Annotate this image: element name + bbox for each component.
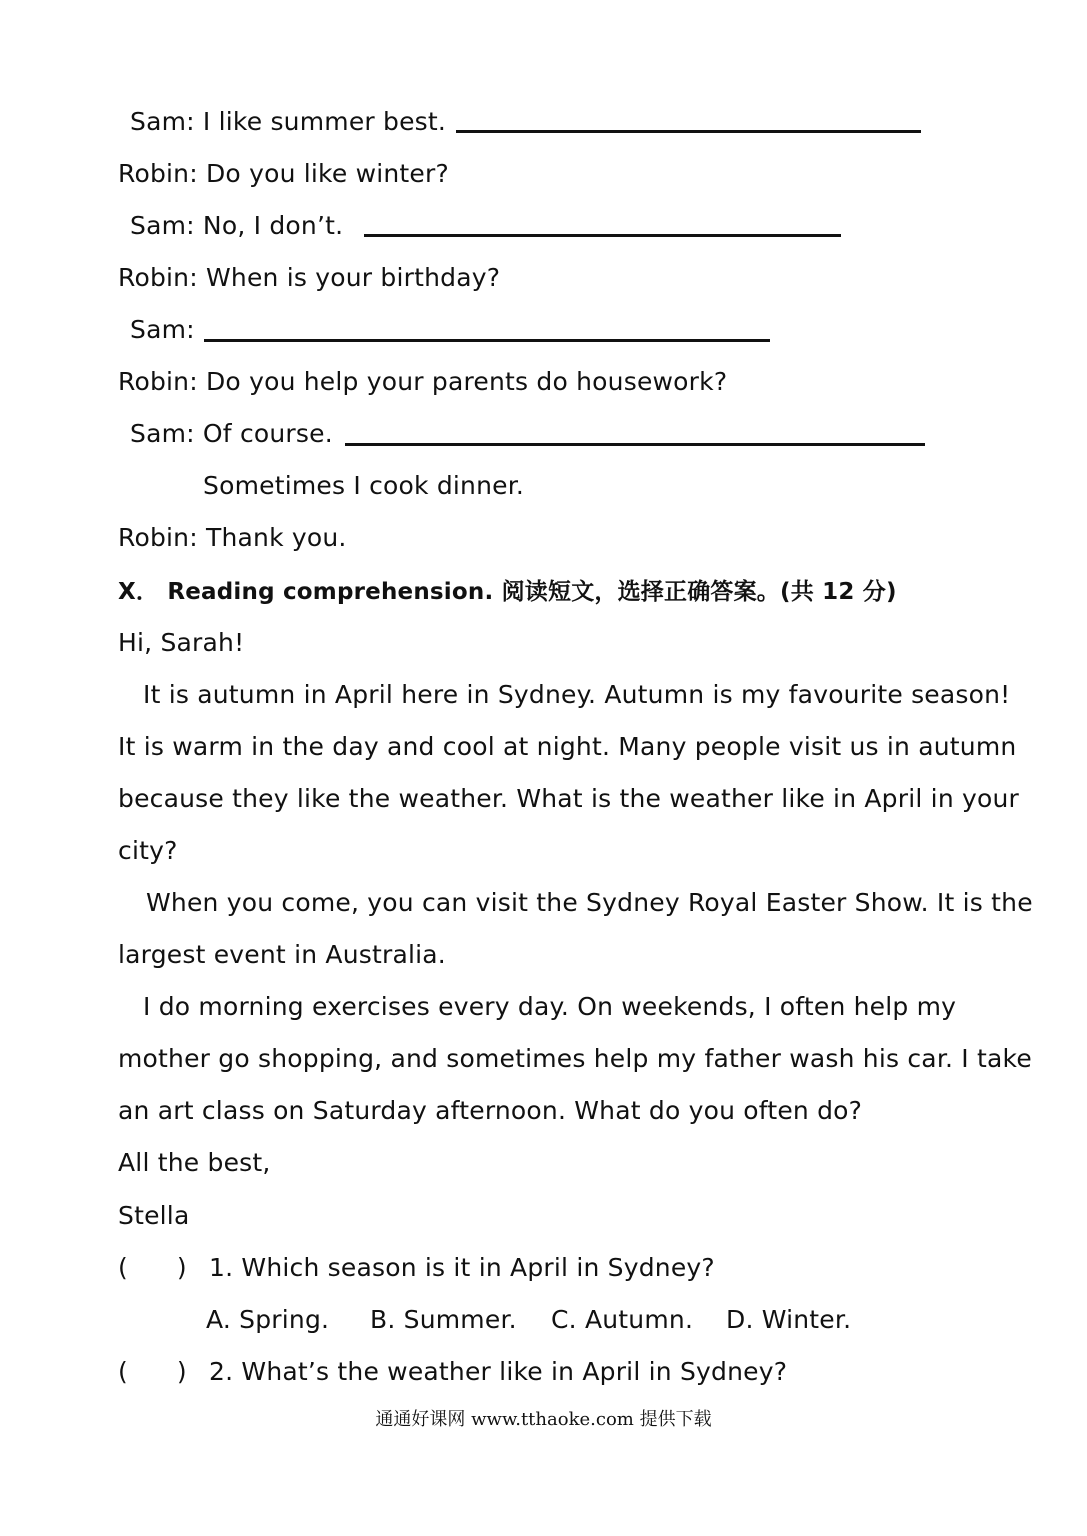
letter-line: largest event in Australia. xyxy=(118,940,446,969)
letter-line: When you come, you can visit the Sydney Royal Easter Show. It is the xyxy=(146,888,1033,917)
letter-line: an art class on Saturday afternoon. What do you often do? xyxy=(118,1096,863,1125)
dialogue-line-1 xyxy=(130,106,446,138)
letter-closing: All the best, xyxy=(118,1148,271,1177)
section-heading: X． Reading comprehension. 阅读短文，选择正确答案。(共 12 分) xyxy=(118,579,897,605)
letter-signature: Stella xyxy=(118,1201,190,1230)
speaker: Robin: xyxy=(118,263,198,292)
letter-line: I do morning exercises every day. On weekends, I often help my xyxy=(143,992,957,1021)
dialogue-line-3 xyxy=(130,210,343,242)
option-c[interactable]: C. Autumn. xyxy=(551,1305,694,1334)
utterance: Sometimes I cook dinner. xyxy=(203,471,525,500)
page-footer: 通通好课网 www.tthaoke.com 提供下载 xyxy=(375,1409,712,1430)
dialogue-line-8 xyxy=(203,470,524,502)
utterance: Of course. xyxy=(202,419,333,448)
dialogue-line-5 xyxy=(130,314,195,346)
option-a[interactable]: A. Spring. xyxy=(206,1305,330,1334)
utterance: Do you like winter? xyxy=(205,159,449,188)
speaker: Sam: xyxy=(130,211,195,240)
utterance: I like summer best. xyxy=(202,107,447,136)
speaker: Robin: xyxy=(118,523,198,552)
utterance: No, I don’t. xyxy=(202,211,344,240)
answer-blank[interactable] xyxy=(345,443,925,446)
utterance: Do you help your parents do housework? xyxy=(205,367,728,396)
letter-line: because they like the weather. What is the weather like in April in your xyxy=(118,784,1020,813)
dialogue-line-7 xyxy=(130,418,333,450)
speaker: Sam: xyxy=(130,419,195,448)
letter-greeting: Hi, Sarah! xyxy=(118,628,245,657)
answer-bracket[interactable]: ( ) xyxy=(118,1253,187,1282)
utterance: Thank you. xyxy=(205,523,347,552)
utterance: When is your birthday? xyxy=(205,263,501,292)
question-text: 1. Which season is it in April in Sydney? xyxy=(209,1253,715,1282)
dialogue-line-9 xyxy=(118,522,347,554)
dialogue-line-6 xyxy=(118,366,727,398)
dialogue-line-2 xyxy=(118,158,449,190)
letter-line: It is autumn in April here in Sydney. Autumn is my favourite season! xyxy=(143,680,1011,709)
answer-blank[interactable] xyxy=(204,339,770,342)
option-d[interactable]: D. Winter. xyxy=(726,1305,852,1334)
option-b[interactable]: B. Summer. xyxy=(370,1305,517,1334)
letter-line: city? xyxy=(118,836,178,865)
speaker: Robin: xyxy=(118,159,198,188)
answer-blank[interactable] xyxy=(364,234,841,237)
speaker: Sam: xyxy=(130,107,195,136)
speaker: Robin: xyxy=(118,367,198,396)
question-text: 2. What’s the weather like in April in Sydney? xyxy=(209,1357,788,1386)
answer-blank[interactable] xyxy=(456,130,921,133)
speaker: Sam: xyxy=(130,315,195,344)
letter-line: mother go shopping, and sometimes help my father wash his car. I take xyxy=(118,1044,1032,1073)
letter-line: It is warm in the day and cool at night. Many people visit us in autumn xyxy=(118,732,1017,761)
dialogue-line-4 xyxy=(118,262,500,294)
answer-bracket[interactable]: ( ) xyxy=(118,1357,187,1386)
